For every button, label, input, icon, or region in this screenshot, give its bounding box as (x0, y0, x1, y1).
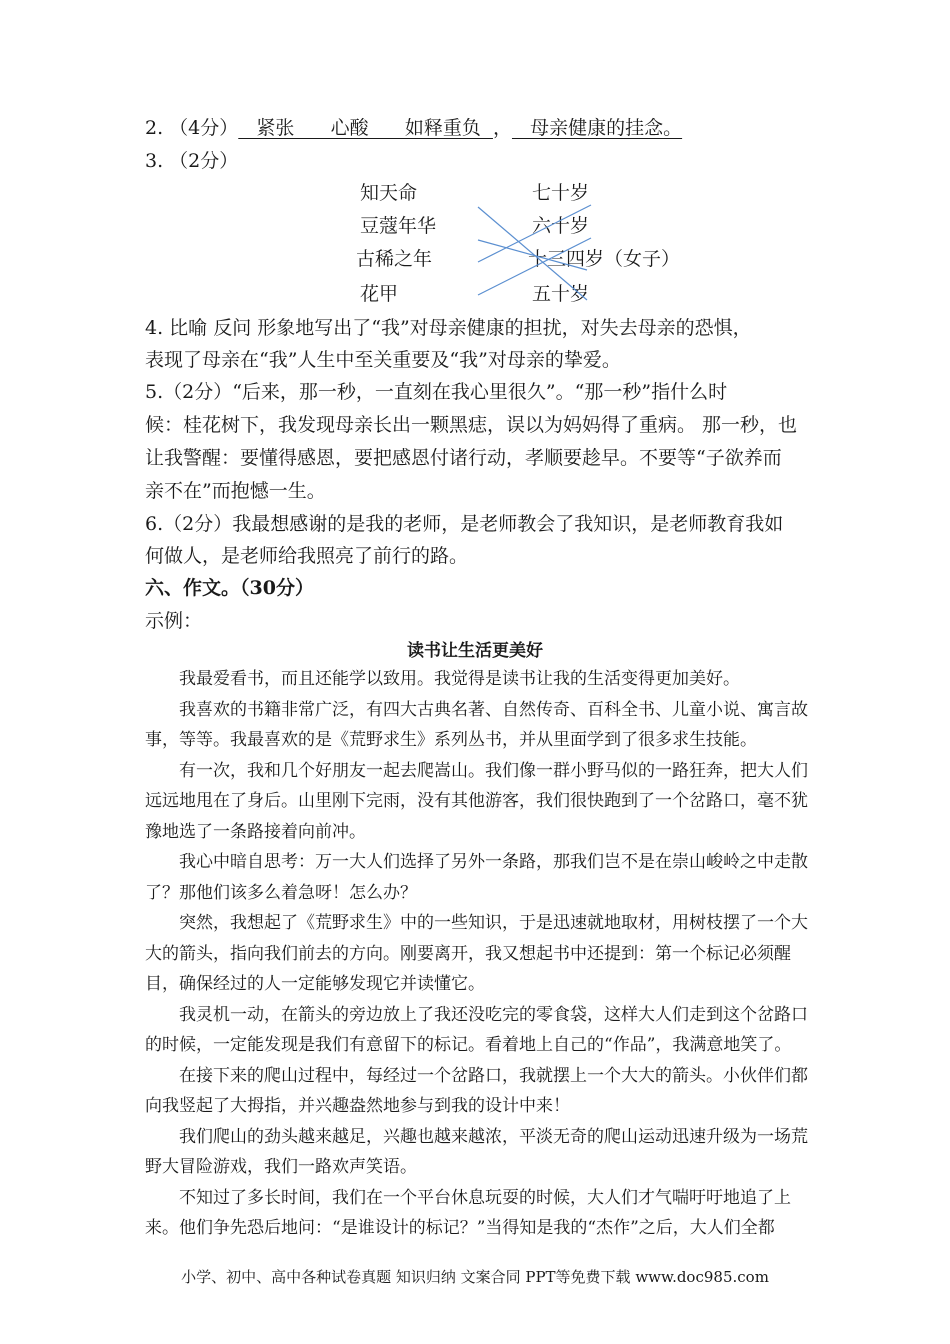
example-label: 示例： (145, 610, 203, 632)
essay-paragraph: 我心中暗自思考：万一大人们选择了另外一条路，那我们岂不是在崇山峻岭之中走散了？那他们该多么着急呀！怎么办？ (145, 852, 808, 903)
match-left-3: 古稀之年 (356, 248, 433, 270)
match-right-3: 十三四岁（女子） (528, 248, 681, 270)
essay-body (145, 664, 810, 1244)
q3-label: 3. （2分） (145, 150, 239, 172)
match-line-3 (478, 205, 591, 262)
section-heading: 六、作文。（30分） (145, 577, 314, 599)
match-left-1: 知天命 (360, 182, 418, 204)
essay-paragraph: 在接下来的爬山过程中，每经过一个岔路口，我就摆上一个大大的箭头。小伙伴们都向我竖起了大拇指，并兴趣盎然地参与到我的设计中来！ (145, 1065, 808, 1116)
match-right-1: 七十岁 (532, 182, 590, 204)
essay-paragraph: 我喜欢的书籍非常广泛，有四大古典名著、自然传奇、百科全书、儿童小说、寓言故事，等等。我最喜欢的是《荒野求生》系列丛书，并从里面学到了很多求生技能。 (145, 699, 808, 750)
q6-line-2: 何做人，是老师给我照亮了前行的路。 (145, 545, 469, 567)
q4-line-1: 4. 比喻 反问 形象地写出了“我”对母亲健康的担扰，对失去母亲的恐惧， (145, 317, 752, 339)
q4-line-2: 表现了母亲在“我”人生中至关重要及“我”对母亲的挚爱。 (145, 349, 621, 371)
essay-paragraph: 有一次，我和几个好朋友一起去爬嵩山。我们像一群小野马似的一路狂奔，把大人们远远地甩在了身后。山里刚下完雨，没有其他游客，我们很快跑到了一个岔路口，毫不犹豫地选了一条路接着向前冲。 (145, 760, 808, 842)
q2-blank-1: 紧张 心酸 如释重负 (238, 117, 493, 139)
q2-prefix: 2. （4分） (145, 117, 239, 139)
q2-blank-2: 母亲健康的挂念。 (511, 117, 683, 139)
q2-separator: ， (492, 117, 512, 139)
match-left-4: 花甲 (360, 283, 399, 305)
essay-paragraph: 突然，我想起了《荒野求生》中的一些知识，于是迅速就地取材，用树枝摆了一个大大的箭头，指向我们前去的方向。刚要离开，我又想起书中还提到：第一个标记必须醒目，确保经过的人一定能够发现它并读懂它。 (145, 913, 808, 994)
q5-line-3: 让我警醒：要懂得感恩，要把感恩付诸行动，孝顺要趁早。不要等“子欲养而 (145, 447, 782, 469)
q5-line-2: 候：桂花树下，我发现母亲长出一颗黑痣，误以为妈妈得了重病。 那一秒，也 (145, 414, 798, 436)
q6-line-1: 6.（2分）我最想感谢的是我的老师，是老师教会了我知识，是老师教育我如 (145, 513, 784, 535)
essay-paragraph: 我们爬山的劲头越来越足，兴趣也越来越浓，平淡无奇的爬山运动迅速升级为一场荒野大冒险游戏，我们一路欢声笑语。 (145, 1126, 808, 1177)
essay-paragraph: 不知过了多长时间，我们在一个平台休息玩耍的时候，大人们才气喘吁吁地追了上来。他们争先恐后地问：“是谁设计的标记？”当得知是我的“杰作”之后，大人们全都 (145, 1187, 791, 1238)
essay-title: 读书让生活更美好 (407, 641, 543, 661)
q5-line-1: 5.（2分）“后来，那一秒，一直刻在我心里很久”。“那一秒”指什么时 (145, 381, 728, 403)
match-line-2 (478, 240, 587, 270)
match-right-2: 六十岁 (532, 215, 590, 237)
page-footer: 小学、初中、高中各种试卷真题 知识归纳 文案合同 PPT等免费下载 www.doc985.com (181, 1268, 769, 1286)
q5-line-4: 亲不在”而抱憾一生。 (145, 480, 326, 502)
essay-paragraph: 我灵机一动，在箭头的旁边放上了我还没吃完的零食袋，这样大人们走到这个岔路口的时候，一定能发现是我们有意留下的标记。看着地上自己的“作品”，我满意地笑了。 (145, 1004, 808, 1055)
match-right-4: 五十岁 (532, 283, 590, 305)
match-left-2: 豆蔻年华 (360, 215, 437, 237)
essay-paragraph: 我最爱看书，而且还能学以致用。我觉得是读书让我的生活变得更加美好。 (179, 669, 740, 689)
match-lines (0, 0, 950, 340)
